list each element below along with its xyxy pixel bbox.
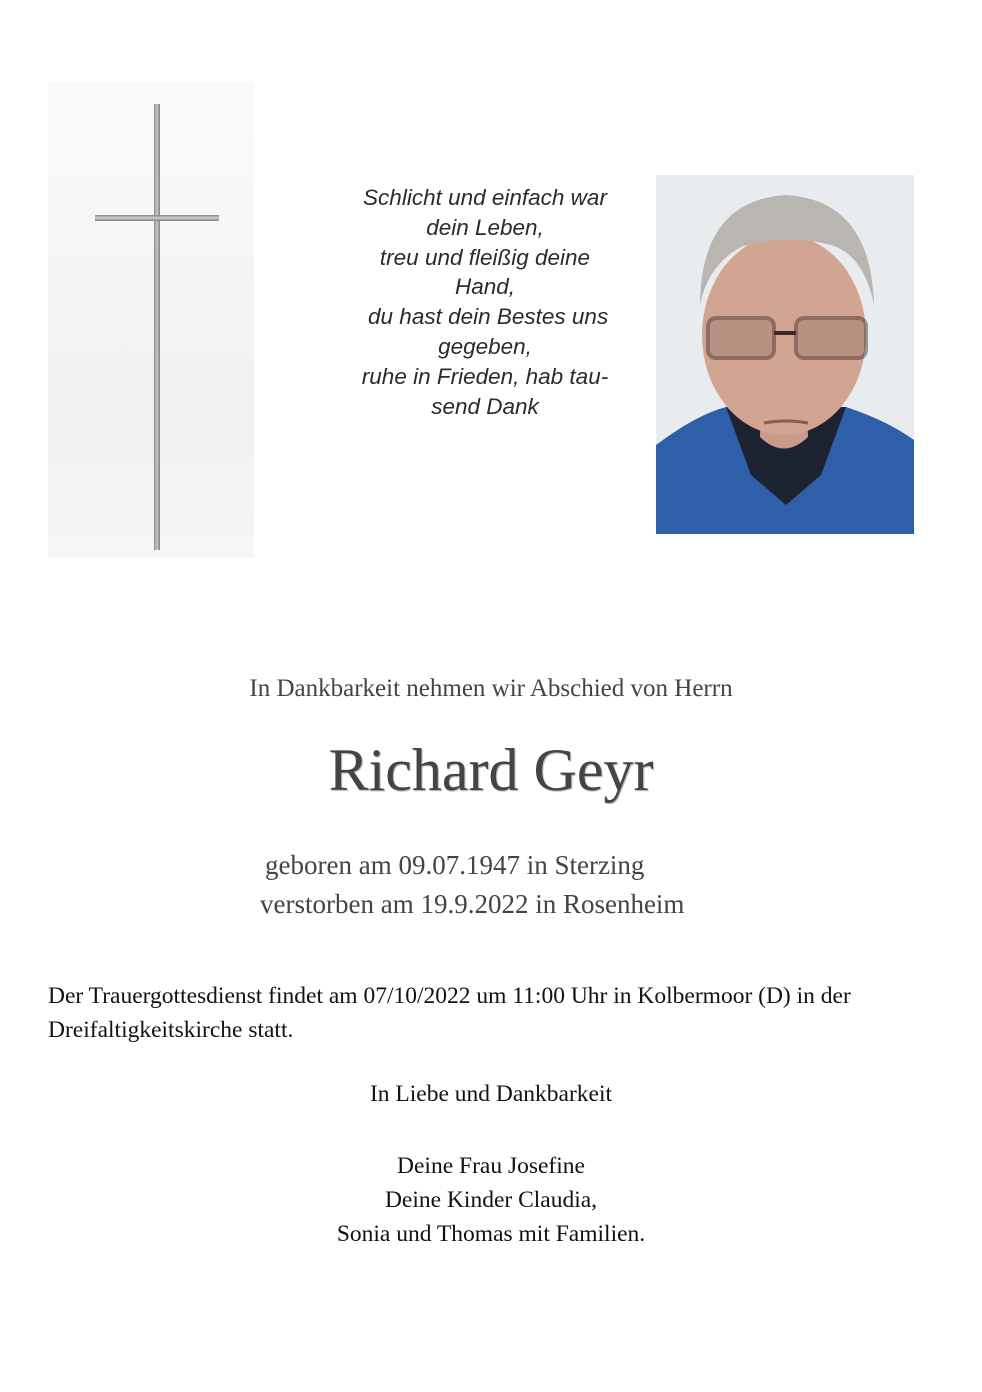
cross-vertical-bar — [154, 104, 160, 550]
poem-line: Hand, — [454, 274, 516, 300]
portrait-photo — [656, 175, 914, 534]
memorial-poem — [320, 183, 650, 421]
poem-line: treu und fleißig deine — [379, 244, 591, 270]
family-signature — [0, 1149, 982, 1251]
family-line: Deine Kinder Claudia, — [384, 1187, 598, 1213]
death-info: verstorben am 19.9.2022 in Rosenheim — [260, 889, 685, 919]
poem-line: gegeben, — [438, 333, 532, 359]
poem-line: du hast dein Bestes uns — [361, 304, 609, 330]
family-line: Sonia und Thomas mit Familien. — [336, 1221, 646, 1247]
cross-horizontal-bar — [95, 215, 219, 221]
poem-line: send Dank — [431, 393, 539, 419]
closing-text: In Liebe und Dankbarkeit — [369, 1081, 613, 1107]
poem-line: Schlicht und einfach war — [363, 185, 607, 210]
intro-text: In Dankbarkeit nehmen wir Abschied von Herrn — [249, 675, 733, 702]
deceased-name: Richard Geyr — [328, 737, 654, 803]
poem-line: dein Leben, — [426, 214, 544, 240]
poem-line: ruhe in Frieden, hab tau- — [361, 363, 609, 389]
family-line: Deine Frau Josefine — [397, 1153, 585, 1179]
birth-info: geboren am 09.07.1947 in Sterzing — [265, 850, 645, 880]
funeral-service-info: Der Trauergottesdienst findet am 07/10/2022 um 11:00 Uhr in Kolbermoor (D) in der Dreifaltigkeitskirche statt. — [48, 983, 851, 1043]
cross-image — [48, 82, 254, 558]
